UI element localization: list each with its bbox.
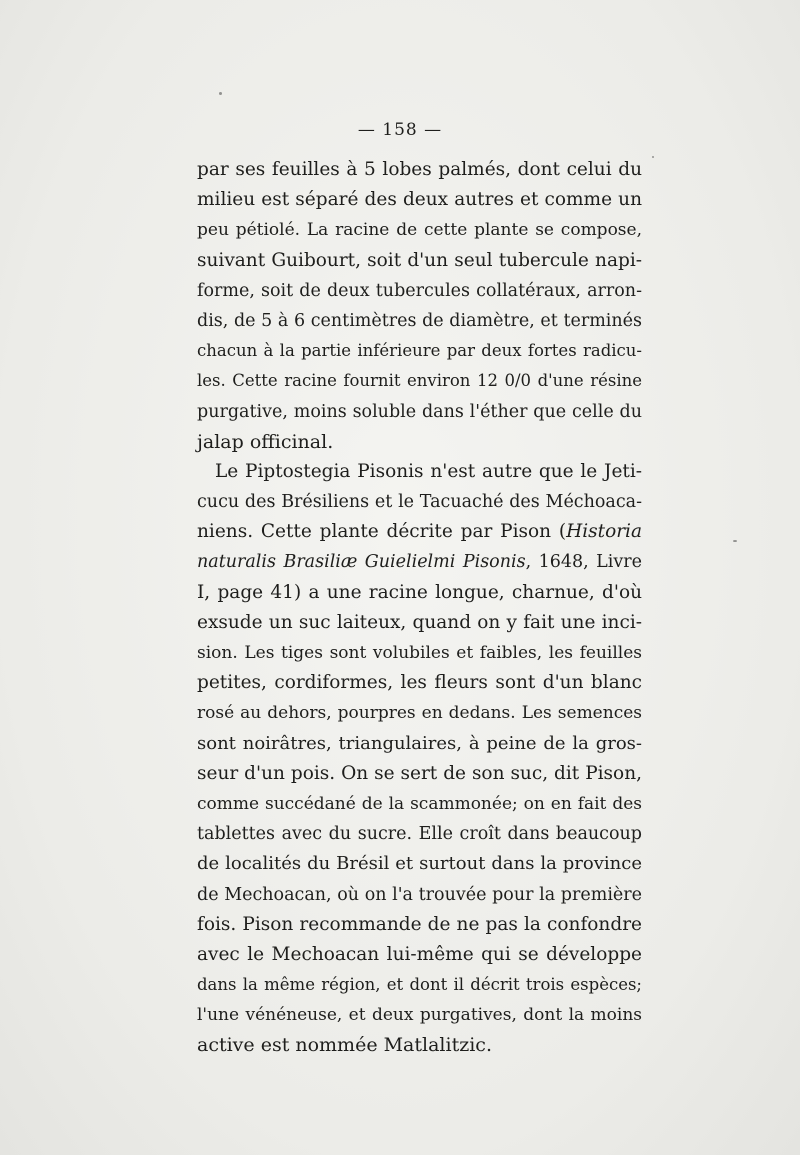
text-line: de localités du Brésil et surtout dans la province: [197, 853, 642, 875]
text-line: dans la même région, et dont il décrit trois espèces;: [197, 975, 642, 995]
text-line: l'une vénéneuse, et deux purgatives, dont la moins: [197, 1005, 642, 1026]
text-line: sion. Les tiges sont volubiles et faibles, les feuilles: [197, 643, 642, 663]
text-line: jalap officinal.: [197, 430, 334, 453]
text-line-with-italic: [197, 517, 642, 547]
text-line: les. Cette racine fournit environ 12 0/0 d'une résine: [197, 371, 642, 391]
text-line: comme succédané de la scammonée; on en fait des: [197, 793, 642, 814]
text-line: seur d'un pois. On se sert de son suc, dit Pison,: [197, 762, 642, 784]
paper-speck: [219, 92, 222, 95]
text-line: suivant Guibourt, soit d'un seul tubercule napi-: [197, 249, 642, 271]
text-line: tablettes avec du sucre. Elle croît dans beaucoup: [197, 824, 642, 845]
text-line: par ses feuilles à 5 lobes palmés, dont celui du: [197, 159, 642, 180]
italic-title-historia: Historia: [566, 521, 642, 543]
text-line: peu pétiolé. La racine de cette plante se compose,: [197, 220, 642, 241]
text-line: cucu des Brésiliens et le Tacuaché des Méchoaca-: [197, 492, 642, 513]
text-line: petites, cordiformes, les fleurs sont d'un blanc: [197, 672, 642, 694]
text-line: active est nommée Matlalitzic.: [197, 1034, 492, 1057]
text-line: dis, de 5 à 6 centimètres de diamètre, et terminés: [197, 310, 642, 331]
text-line: de Mechoacan, où on l'a trouvée pour la première: [197, 884, 642, 905]
text-line: exsude un suc laiteux, quand on y fait une inci-: [197, 611, 642, 633]
text-line: sont noirâtres, triangulaires, à peine de la gros-: [197, 732, 642, 754]
paper-speck: [733, 540, 737, 542]
text-line: purgative, moins soluble dans l'éther que celle du: [197, 401, 642, 422]
text-line: rosé au dehors, pourpres en dedans. Les semences: [197, 703, 642, 724]
text-line: I, page 41) a une racine longue, charnue, d'où: [197, 581, 642, 603]
text-line: forme, soit de deux tubercules collatéraux, arron-: [197, 280, 642, 301]
text-line-with-italic: [197, 547, 642, 577]
text-line: milieu est séparé des deux autres et comme un: [197, 189, 642, 211]
text-fragment: , 1648, Livre: [525, 552, 642, 573]
paper-speck: [652, 156, 654, 158]
text-line: Le Piptostegia Pisonis n'est autre que le Jeti-: [215, 460, 642, 482]
text-fragment: niens. Cette plante décrite par Pison (: [197, 521, 567, 543]
italic-title-rest: naturalis Brasiliæ Guielielmi Pisonis: [197, 552, 526, 573]
text-line: chacun à la partie inférieure par deux fortes radicu-: [197, 341, 642, 361]
text-line: fois. Pison recommande de ne pas la confondre: [197, 913, 642, 935]
body-text: [197, 155, 642, 1061]
text-line: avec le Mechoacan lui-même qui se développe: [197, 943, 642, 965]
page-number: — 158 —: [357, 120, 443, 140]
